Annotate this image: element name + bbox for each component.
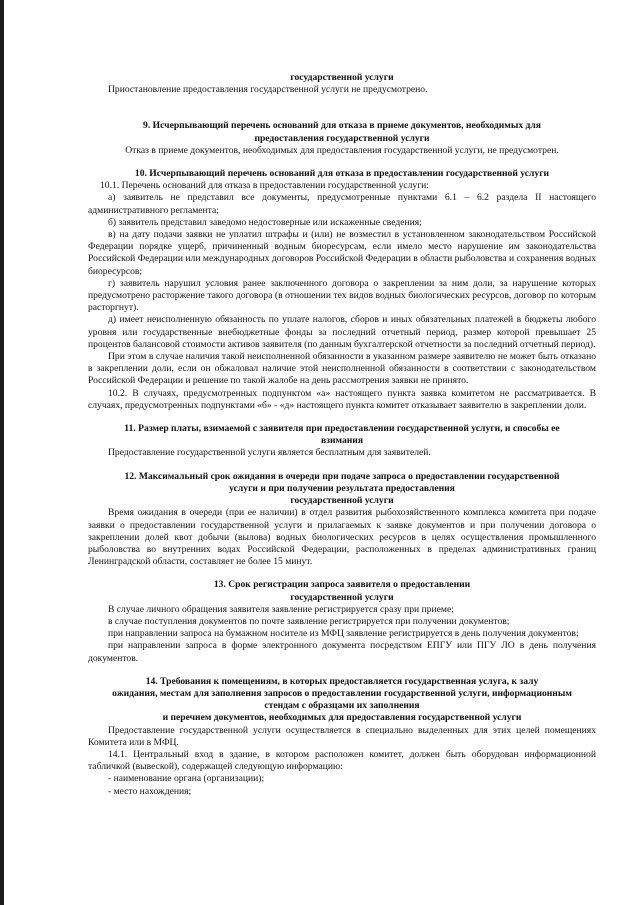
section-9-heading-line: предоставления государственной услуги — [254, 132, 430, 144]
section-10-heading: 10. Исчерпывающий перечень оснований для отказа в предоставлении государственной услуги — [134, 168, 550, 180]
section-9-heading-line: 9. Исчерпывающий перечень оснований для отказа в приеме документов, необходимых для — [143, 120, 541, 132]
section-12-text: Время ожидания в очереди (при ее наличии) в отдел развития рыбохозяйственного комплекса комитета при подаче заявки о предоставлении государственной услуги и прилагаемых к заявке документов и при получении договора о закреплении долей квот добычи (вылова) водных биологических ресурсов в целях осуществления промышленного рыболовства во внутренних водах Российской Федерации, расположенных в пределах административных границ Ленинградской области, составляет не более 15 минут. — [88, 507, 596, 568]
scan-edge — [0, 0, 4, 905]
section-13-text-3: при направлении запроса на бумажном носителе из МФЦ заявление регистрируется в день получения документов; — [108, 628, 579, 640]
section-8-text: Приостановление предоставления государственной услуги не предусмотрено. — [108, 84, 428, 96]
item-b: б) заявитель представил заведомо недостоверные или искаженные сведения; — [108, 216, 422, 228]
list-item: - место нахождения; — [108, 785, 192, 797]
section-9-heading — [88, 120, 596, 144]
item-d: д) имеет неисполненную обязанность по уплате налогов, сборов и иных обязательных платежей в бюджеты любого уровня или государственные внебюджетные фонды за последний отчетный период, размер которой превышает 25 процентов балансовой стоимости активов заявителя (по данным бухгалтерской отчетности за последний отчетный период). — [88, 314, 596, 350]
section-13-text-4: при направлении запроса в форме электронного документа посредством ЕПГУ или ПГУ ЛО в день получения документов. — [88, 640, 596, 664]
item-a: а) заявитель не представил все документы, предусмотренные пунктами 6.1 – 6.2 раздела II настоящего административного регламента; — [88, 192, 596, 216]
item-v: в) на дату подачи заявки не уплатил штрафы и (или) не возместил в установленном законодательством Российской Федерации порядке ущерб, причиненный водным биоресурсам, если имело место нарушение им законодательства Российской Федерации или международных договоров Российской Федерации в области рыболовства и сохранения водных биоресурсов; — [88, 229, 596, 277]
section-12-heading-line: государственной услуги — [290, 495, 394, 507]
section-14-heading-line: 14. Требования к помещениям, в которых предоставляется государственная услуга, к залу — [145, 675, 539, 687]
section-11-heading — [88, 423, 596, 447]
section-13-heading-line: государственной услуги — [290, 591, 394, 603]
section-8-heading-tail: государственной услуги — [290, 72, 394, 83]
section-13-text-2: в случае поступления документов по почте заявление регистрируется при получении документов; — [108, 615, 510, 627]
paragraph-10-1: 10.1. Перечень оснований для отказа в предоставлении государственной услуги: — [100, 180, 429, 192]
section-14-heading-line: ожидания, местам для заполнения запросов о предоставлении государственной услуги, информационным — [112, 687, 572, 699]
section-14-text-2: 14.1. Центральный вход в здание, в котором расположен комитет, должен быть оборудован информационной табличкой (вывеской), содержащей следующую информацию: — [88, 748, 596, 773]
note-paragraph: При этом в случае наличия такой неисполненной обязанности в указанном размере заявителю не может быть отказано в закреплении доли, если он обжаловал наличие этой неисполненной обязанности в соответствии с законодательством Российской Федерации и решение по такой жалобе на день рассмотрения заявки не принято. — [88, 351, 596, 387]
item-g: г) заявитель нарушил условия ранее заключенного договора о закреплении за ним доли, за нарушение которых предусмотрено расторжение такого договора (в отношении тех видов водных биологических ресурсов, договор по которым расторгнут). — [88, 277, 596, 314]
section-13-text-1: В случае личного обращения заявителя заявление регистрируется сразу при приеме; — [108, 603, 454, 615]
section-12-heading — [88, 471, 596, 508]
document-page — [88, 72, 596, 798]
list-item: - наименование органа (организации); — [108, 773, 265, 785]
section-13-heading-line: 13. Срок регистрации запроса заявителя о предоставлении — [213, 579, 471, 591]
section-11-heading-line: 11. Размер платы, взимаемой с заявителя при предоставлении государственной услуги, и способы ее — [124, 423, 560, 435]
section-14-heading-line: стендам с образцами их заполнения — [264, 700, 420, 712]
section-11-heading-line: взимания — [320, 435, 364, 447]
section-9-text: Отказ в приеме документов, необходимых для предоставления государственной услуги, не предусмотрен. — [125, 144, 559, 156]
section-11-text: Предоставление государственной услуги является бесплатным для заявителей. — [108, 447, 431, 459]
section-12-heading-line: услуги и при получении результата предоставления — [229, 482, 455, 494]
section-14-heading-line: и перечнем документов, необходимых для предоставления государственной услуги — [162, 712, 522, 724]
section-12-heading-line: 12. Максимальный срок ожидания в очереди при подаче запроса о предоставлении государственной — [124, 470, 560, 482]
paragraph-10-2: 10.2. В случаях, предусмотренных подпунктом «а» настоящего пункта заявка комитетом не рассматривается. В случаях, предусмотренных подпунктами «б» - «д» настоящего пункта комитет отказывает заявителю в закреплении доли. — [88, 387, 596, 411]
section-13-heading — [88, 579, 596, 603]
section-14-heading — [88, 676, 596, 725]
section-14-text-1: Предоставление государственной услуги осуществляется в специально выделенных для этих целей помещениях Комитета или в МФЦ. — [88, 724, 596, 748]
